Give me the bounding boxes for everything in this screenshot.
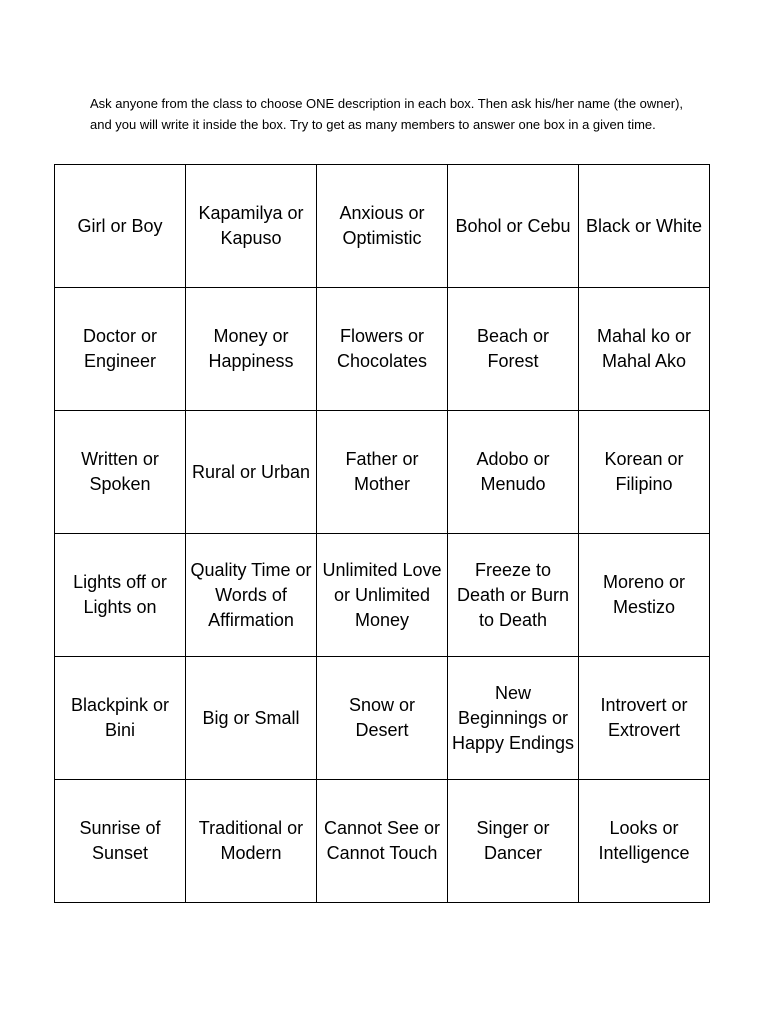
grid-cell[interactable]: Blackpink or Bini xyxy=(55,657,186,780)
grid-row xyxy=(55,780,710,903)
grid-cell[interactable]: Snow or Desert xyxy=(317,657,448,780)
grid-cell[interactable]: Korean or Filipino xyxy=(579,411,710,534)
instructions-text: Ask anyone from the class to choose ONE description in each box. Then ask his/her name (the owner), and you will write it inside the box. Try to get as many members to answer one box in a given time. xyxy=(90,96,684,132)
grid-row xyxy=(55,534,710,657)
grid-row xyxy=(55,165,710,288)
grid-cell[interactable]: Money or Happiness xyxy=(186,288,317,411)
grid-cell[interactable]: Doctor or Engineer xyxy=(55,288,186,411)
grid-cell[interactable]: Traditional or Modern xyxy=(186,780,317,903)
grid-cell[interactable]: Rural or Urban xyxy=(186,411,317,534)
grid-row xyxy=(55,657,710,780)
grid-row xyxy=(55,411,710,534)
grid-cell[interactable]: Bohol or Cebu xyxy=(448,165,579,288)
grid-cell[interactable]: Moreno or Mestizo xyxy=(579,534,710,657)
grid-cell[interactable]: Looks or Intelligence xyxy=(579,780,710,903)
grid-cell[interactable]: Girl or Boy xyxy=(55,165,186,288)
grid-cell[interactable]: Adobo or Menudo xyxy=(448,411,579,534)
grid-cell[interactable]: Flowers or Chocolates xyxy=(317,288,448,411)
grid-cell[interactable]: Black or White xyxy=(579,165,710,288)
grid-cell[interactable]: Quality Time or Words of Affirmation xyxy=(186,534,317,657)
grid-cell[interactable]: Anxious or Optimistic xyxy=(317,165,448,288)
grid-cell[interactable]: New Beginnings or Happy Endings xyxy=(448,657,579,780)
grid-cell[interactable]: Singer or Dancer xyxy=(448,780,579,903)
grid-cell[interactable]: Sunrise of Sunset xyxy=(55,780,186,903)
grid-cell[interactable]: Lights off or Lights on xyxy=(55,534,186,657)
grid-row xyxy=(55,288,710,411)
grid-cell[interactable]: Freeze to Death or Burn to Death xyxy=(448,534,579,657)
grid-cell[interactable]: Big or Small xyxy=(186,657,317,780)
grid-cell[interactable]: Beach or Forest xyxy=(448,288,579,411)
bingo-grid xyxy=(54,164,710,903)
grid-cell[interactable]: Kapamilya or Kapuso xyxy=(186,165,317,288)
grid-cell[interactable]: Unlimited Love or Unlimited Money xyxy=(317,534,448,657)
grid-cell[interactable]: Written or Spoken xyxy=(55,411,186,534)
grid-cell[interactable]: Introvert or Extrovert xyxy=(579,657,710,780)
grid-cell[interactable]: Father or Mother xyxy=(317,411,448,534)
grid-cell[interactable]: Cannot See or Cannot Touch xyxy=(317,780,448,903)
grid-cell[interactable]: Mahal ko or Mahal Ako xyxy=(579,288,710,411)
